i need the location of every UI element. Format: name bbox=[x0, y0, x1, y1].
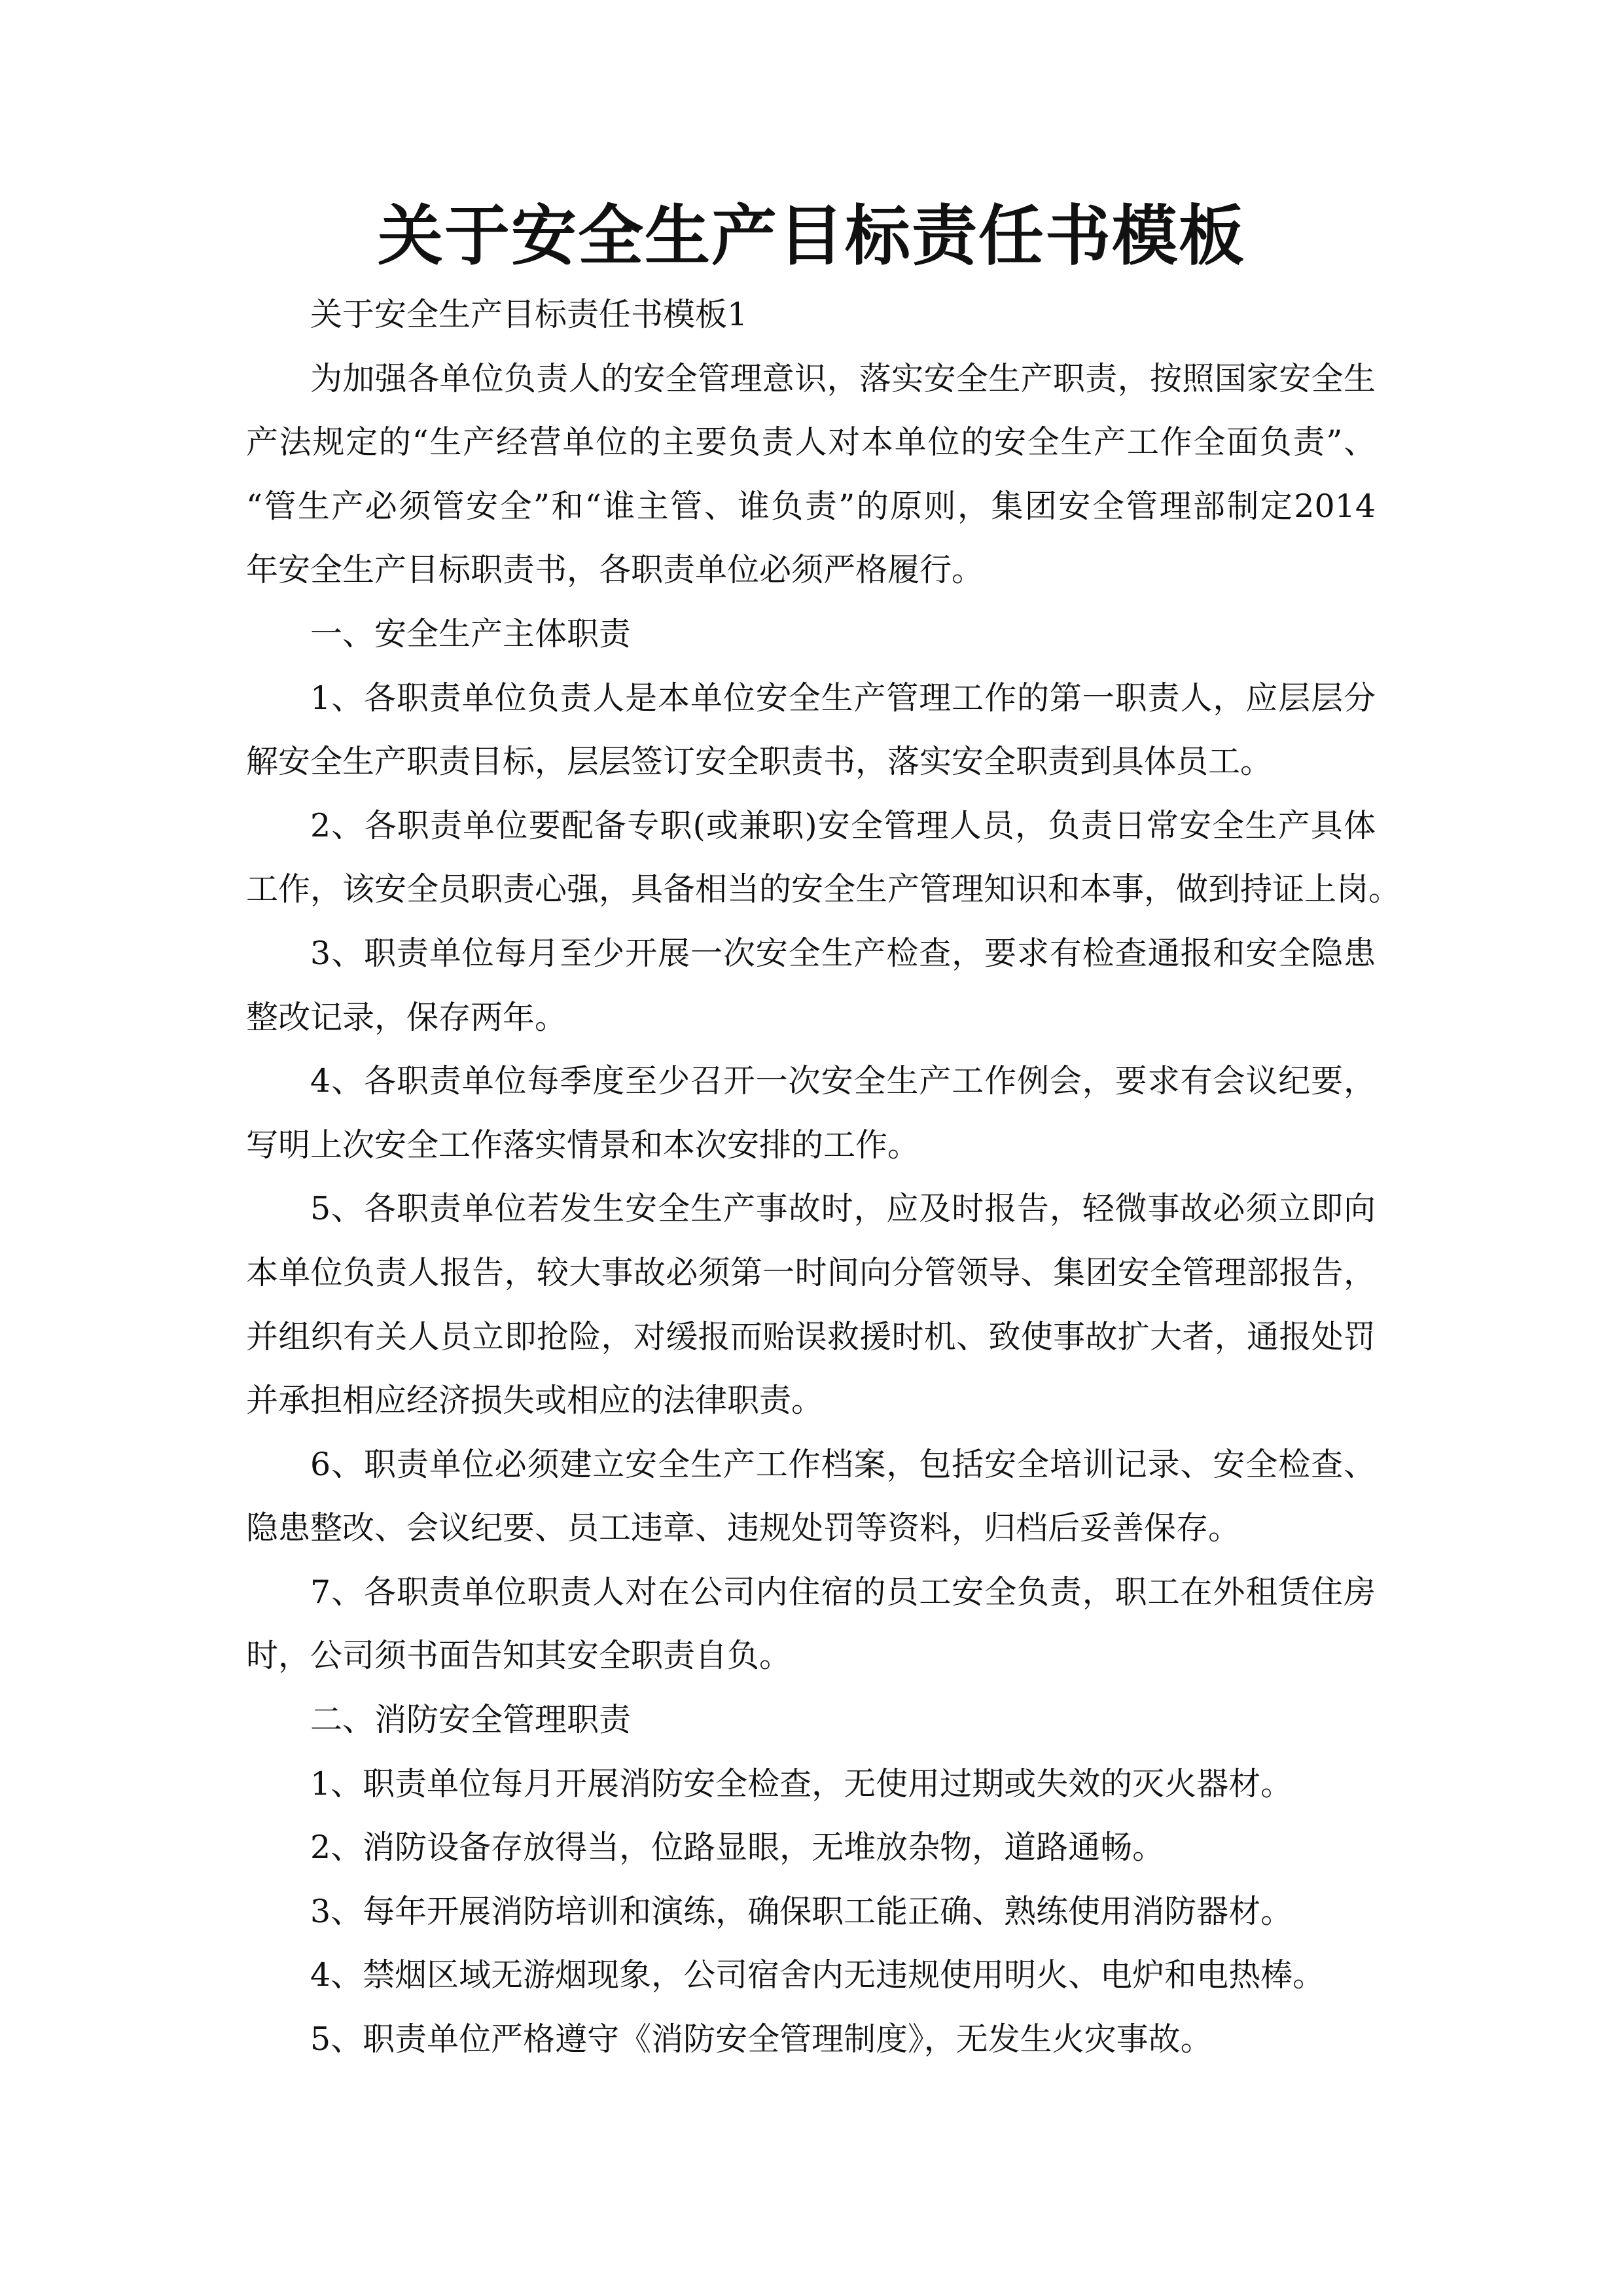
paragraph-line: 5、各职责单位若发生安全生产事故时，应及时报告，轻微事故必须立即向 bbox=[310, 1190, 1376, 1228]
paragraph bbox=[246, 1752, 1376, 1816]
paragraph-line: 2、各职责单位要配备专职(或兼职)安全管理人员，负责日常安全生产具体 bbox=[310, 806, 1376, 844]
paragraph-line: 并组织有关人员立即抢险，对缓报而贻误救援时机、致使事故扩大者，通报处罚 bbox=[246, 1318, 1376, 1355]
paragraph-line: 3、每年开展消防培训和演练，确保职工能正确、熟练使用消防器材。 bbox=[310, 1892, 1293, 1930]
paragraph bbox=[246, 1177, 1376, 1432]
paragraph-line: 年安全生产目标职责书，各职责单位必须严格履行。 bbox=[246, 551, 984, 589]
paragraph bbox=[246, 602, 1376, 666]
paragraph bbox=[246, 922, 1376, 1049]
paragraph-line: 为加强各单位负责人的安全管理意识，落实安全生产职责，按照国家安全生 bbox=[310, 359, 1376, 397]
paragraph bbox=[246, 666, 1376, 794]
paragraph bbox=[246, 1943, 1376, 2007]
paragraph-line: 工作，该安全员职责心强，具备相当的安全生产管理知识和本事，做到持证上岗。 bbox=[246, 870, 1401, 908]
paragraph bbox=[246, 1560, 1376, 1688]
paragraph-line: 二、消防安全管理职责 bbox=[310, 1701, 632, 1739]
paragraph bbox=[246, 283, 1376, 347]
paragraph bbox=[246, 1049, 1376, 1177]
paragraph-line: “管生产必须管安全”和“谁主管、谁负责”的原则，集团安全管理部制定2014 bbox=[246, 487, 1376, 525]
document-title: 关于安全生产目标责任书模板 bbox=[378, 197, 1245, 274]
paragraph-line: 一、安全生产主体职责 bbox=[310, 615, 632, 653]
paragraph-line: 本单位负责人报告，较大事故必须第一时间向分管领导、集团安全管理部报告， bbox=[246, 1253, 1376, 1291]
paragraph bbox=[246, 2007, 1376, 2072]
document-body bbox=[246, 283, 1401, 2072]
paragraph bbox=[246, 1816, 1376, 1880]
paragraph-line: 整改记录，保存两年。 bbox=[246, 998, 567, 1036]
paragraph-line: 并承担相应经济损失或相应的法律职责。 bbox=[246, 1382, 824, 1420]
paragraph-line: 隐患整改、会议纪要、员工违章、违规处罚等资料，归档后妥善保存。 bbox=[246, 1509, 1241, 1547]
paragraph-line: 3、职责单位每月至少开展一次安全生产检查，要求有检查通报和安全隐患 bbox=[310, 934, 1376, 972]
paragraph-line: 关于安全生产目标责任书模板1 bbox=[310, 296, 748, 333]
paragraph bbox=[246, 1433, 1376, 1560]
paragraph-line: 5、职责单位严格遵守《消防安全管理制度》，无发生火灾事故。 bbox=[310, 2020, 1213, 2058]
paragraph-line: 6、职责单位必须建立安全生产工作档案，包括安全培训记录、安全检查、 bbox=[310, 1445, 1376, 1483]
paragraph bbox=[246, 794, 1401, 922]
paragraph bbox=[246, 1688, 1376, 1752]
paragraph-line: 解安全生产职责目标，层层签订安全职责书，落实安全职责到具体员工。 bbox=[246, 743, 1273, 781]
paragraph bbox=[246, 1880, 1376, 1944]
paragraph-line: 7、各职责单位职责人对在公司内住宿的员工安全负责，职工在外租赁住房 bbox=[310, 1573, 1376, 1611]
paragraph-line: 写明上次安全工作落实情景和本次安排的工作。 bbox=[246, 1126, 920, 1164]
paragraph-line: 时，公司须书面告知其安全职责自负。 bbox=[246, 1637, 792, 1675]
paragraph-line: 4、各职责单位每季度至少召开一次安全生产工作例会，要求有会议纪要， bbox=[310, 1062, 1376, 1100]
paragraph-line: 2、消防设备存放得当，位路显眼，无堆放杂物，道路通畅。 bbox=[310, 1829, 1165, 1867]
paragraph-line: 1、职责单位每月开展消防安全检查，无使用过期或失效的灭火器材。 bbox=[310, 1765, 1293, 1803]
paragraph-line: 1、各职责单位负责人是本单位安全生产管理工作的第一职责人，应层层分 bbox=[310, 679, 1376, 717]
paragraph-line: 4、禁烟区域无游烟现象，公司宿舍内无违规使用明火、电炉和电热棒。 bbox=[310, 1956, 1325, 1994]
paragraph bbox=[246, 347, 1376, 602]
paragraph-line: 产法规定的“生产经营单位的主要负责人对本单位的安全生产工作全面负责”、 bbox=[246, 423, 1376, 461]
